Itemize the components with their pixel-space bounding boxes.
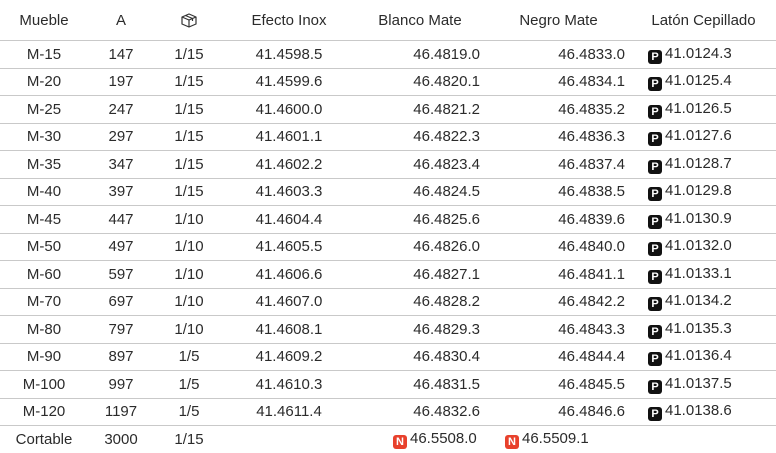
- p-badge: P: [648, 325, 662, 339]
- cell-a: [88, 151, 154, 179]
- cell-efecto-inox-value: 41.4605.5: [255, 238, 323, 256]
- p-badge: P: [648, 132, 662, 146]
- table-row: [0, 371, 776, 399]
- cell-pack-value: 1/10: [174, 265, 204, 283]
- cell-a-value: 247: [108, 100, 134, 118]
- cell-pack-value: 1/15: [174, 45, 204, 63]
- cell-negro-mate-value: 46.4846.6: [558, 403, 625, 421]
- cell-efecto-inox-value: 41.4606.6: [255, 265, 323, 283]
- cell-laton-cepillado-value: 41.0126.5: [665, 99, 732, 117]
- cell-blanco-mate: [354, 316, 486, 344]
- cell-negro-mate: [486, 398, 631, 426]
- cell-pack: [154, 261, 224, 289]
- cell-pack: [154, 398, 224, 426]
- cell-a-value: 347: [108, 155, 134, 173]
- cell-mueble: [0, 233, 88, 261]
- cell-efecto-inox: [224, 398, 354, 426]
- cell-a-value: 397: [108, 183, 134, 201]
- cell-mueble-value: M-90: [26, 348, 62, 366]
- cell-negro-mate: [486, 96, 631, 124]
- cell-laton-cepillado-value: 41.0133.1: [665, 264, 732, 282]
- cell-blanco-mate: [354, 123, 486, 151]
- header-mueble: Mueble: [19, 11, 69, 29]
- cell-efecto-inox: [224, 68, 354, 96]
- cell-pack: [154, 123, 224, 151]
- cell-blanco-mate: [354, 371, 486, 399]
- cell-a: [88, 343, 154, 371]
- cell-blanco-mate-value: 46.4825.6: [413, 210, 480, 228]
- cell-a-value: 1197: [104, 403, 138, 421]
- cell-efecto-inox: [224, 206, 354, 234]
- cell-mueble-value: M-35: [26, 155, 62, 173]
- cell-laton-cepillado-value: 41.0128.7: [665, 154, 732, 172]
- cell-laton-cepillado-value: 41.0137.5: [665, 374, 732, 392]
- cell-pack-value: 1/10: [174, 210, 204, 228]
- cell-blanco-mate-value: 46.4828.2: [413, 293, 480, 311]
- cell-pack: [154, 96, 224, 124]
- cell-efecto-inox-value: 41.4599.6: [255, 73, 323, 91]
- cell-pack: [154, 371, 224, 399]
- cell-pack-value: 1/15: [174, 100, 204, 118]
- cell-negro-mate: [486, 371, 631, 399]
- header-laton-cepillado: Latón Cepillado: [651, 11, 756, 29]
- cell-pack-value: 1/5: [178, 348, 200, 366]
- cell-efecto-inox-value: 41.4598.5: [255, 45, 323, 63]
- cell-mueble: [0, 288, 88, 316]
- cell-mueble-value: M-70: [26, 293, 62, 311]
- cell-mueble-value: M-20: [26, 73, 62, 91]
- cell-mueble: [0, 343, 88, 371]
- cell-mueble: [0, 96, 88, 124]
- cell-negro-mate-value: 46.4843.3: [558, 320, 625, 338]
- cell-negro-mate-value: 46.4845.5: [558, 375, 625, 393]
- cell-laton-cepillado: [631, 426, 776, 453]
- cell-a-value: 697: [108, 293, 134, 311]
- cell-negro-mate-value: 46.4840.0: [558, 238, 625, 256]
- table-body: [0, 41, 776, 453]
- cell-a: [88, 206, 154, 234]
- cell-laton-cepillado: [631, 288, 776, 316]
- cell-pack: [154, 41, 224, 69]
- header-blanco-mate: Blanco Mate: [378, 11, 462, 29]
- cell-efecto-inox: [224, 343, 354, 371]
- p-badge: P: [648, 352, 662, 366]
- cell-efecto-inox: [224, 178, 354, 206]
- cell-negro-mate-value: 46.4841.1: [558, 265, 625, 283]
- cell-a-value: 897: [108, 348, 134, 366]
- cell-blanco-mate-value: 46.4822.3: [413, 128, 480, 146]
- cell-blanco-mate: [354, 206, 486, 234]
- cell-efecto-inox-value: 41.4601.1: [255, 128, 323, 146]
- cell-negro-mate-value: 46.4837.4: [558, 155, 625, 173]
- cell-pack-value: 1/5: [178, 403, 200, 421]
- cell-laton-cepillado-value: 41.0135.3: [665, 319, 732, 337]
- cell-pack-value: 1/15: [174, 430, 204, 448]
- cell-mueble-value: M-80: [26, 320, 62, 338]
- cell-negro-mate: [486, 343, 631, 371]
- cell-mueble: [0, 316, 88, 344]
- cell-negro-mate: [486, 206, 631, 234]
- cell-a-value: 3000: [104, 430, 138, 448]
- cell-blanco-mate: [354, 398, 486, 426]
- cell-efecto-inox-value: 41.4611.4: [256, 403, 322, 421]
- cell-negro-mate-value: 46.5509.1: [522, 429, 589, 447]
- cell-blanco-mate-value: 46.4827.1: [413, 265, 480, 283]
- cell-efecto-inox: [224, 426, 354, 453]
- cell-pack: [154, 68, 224, 96]
- cell-efecto-inox: [224, 123, 354, 151]
- cell-a-value: 447: [108, 210, 134, 228]
- cell-efecto-inox-value: 41.4607.0: [255, 293, 323, 311]
- cell-efecto-inox-value: 41.4604.4: [255, 210, 323, 228]
- cell-pack-value: 1/10: [174, 238, 204, 256]
- p-badge: P: [648, 187, 662, 201]
- cell-pack: [154, 206, 224, 234]
- cell-mueble-value: M-45: [26, 210, 62, 228]
- cell-mueble: [0, 426, 88, 453]
- cell-negro-mate-value: 46.4838.5: [558, 183, 625, 201]
- cell-blanco-mate-value: 46.4824.5: [413, 183, 480, 201]
- table-row: [0, 178, 776, 206]
- cell-negro-mate-value: 46.4835.2: [558, 100, 625, 118]
- cell-mueble: [0, 178, 88, 206]
- cell-mueble-value: Cortable: [15, 430, 73, 448]
- cell-negro-mate: [486, 41, 631, 69]
- cell-laton-cepillado-value: 41.0132.0: [665, 237, 732, 255]
- cell-pack: [154, 316, 224, 344]
- cell-laton-cepillado-value: 41.0138.6: [665, 402, 732, 420]
- cell-laton-cepillado-value: 41.0127.6: [665, 127, 732, 145]
- cell-efecto-inox: [224, 41, 354, 69]
- cell-blanco-mate: [354, 343, 486, 371]
- cell-negro-mate: [486, 426, 631, 453]
- table-row: [0, 151, 776, 179]
- cell-mueble: [0, 206, 88, 234]
- cell-blanco-mate: [354, 151, 486, 179]
- cell-mueble-value: M-60: [26, 265, 62, 283]
- cell-laton-cepillado-value: 41.0129.8: [665, 182, 732, 200]
- cell-laton-cepillado: [631, 123, 776, 151]
- p-badge: P: [648, 77, 662, 91]
- n-badge: N: [393, 435, 407, 449]
- n-badge: N: [505, 435, 519, 449]
- cell-mueble: [0, 68, 88, 96]
- cell-blanco-mate-value: 46.4819.0: [413, 45, 480, 63]
- cell-negro-mate: [486, 261, 631, 289]
- p-badge: P: [648, 242, 662, 256]
- cell-a: [88, 371, 154, 399]
- cell-a-value: 297: [108, 128, 134, 146]
- cell-mueble: [0, 371, 88, 399]
- cell-laton-cepillado: [631, 96, 776, 124]
- cell-negro-mate: [486, 123, 631, 151]
- p-badge: P: [648, 50, 662, 64]
- cell-pack: [154, 343, 224, 371]
- cell-laton-cepillado-value: 41.0134.2: [665, 292, 732, 310]
- header-efecto-inox: Efecto Inox: [251, 11, 327, 29]
- cell-negro-mate: [486, 151, 631, 179]
- cell-a: [88, 178, 154, 206]
- cell-mueble: [0, 41, 88, 69]
- cell-blanco-mate: [354, 96, 486, 124]
- cell-blanco-mate: [354, 68, 486, 96]
- cell-negro-mate: [486, 178, 631, 206]
- cell-blanco-mate: [354, 426, 486, 453]
- cell-a: [88, 68, 154, 96]
- cell-laton-cepillado: [631, 371, 776, 399]
- cell-pack: [154, 151, 224, 179]
- header-negro-mate: Negro Mate: [519, 11, 598, 29]
- cell-laton-cepillado: [631, 316, 776, 344]
- cell-pack: [154, 233, 224, 261]
- cell-efecto-inox-value: 41.4608.1: [255, 320, 323, 338]
- cell-laton-cepillado: [631, 206, 776, 234]
- cell-blanco-mate-value: 46.4820.1: [413, 73, 480, 91]
- cell-blanco-mate-value: 46.5508.0: [410, 429, 477, 447]
- cell-blanco-mate-value: 46.4829.3: [413, 320, 480, 338]
- cell-blanco-mate: [354, 41, 486, 69]
- cell-mueble-value: M-120: [22, 403, 66, 421]
- cell-laton-cepillado: [631, 151, 776, 179]
- cell-efecto-inox: [224, 151, 354, 179]
- cell-laton-cepillado-value: 41.0136.4: [665, 347, 732, 365]
- cell-mueble-value: M-25: [26, 100, 62, 118]
- cell-a: [88, 41, 154, 69]
- cell-blanco-mate: [354, 261, 486, 289]
- p-badge: P: [648, 160, 662, 174]
- cell-negro-mate: [486, 233, 631, 261]
- cell-blanco-mate: [354, 288, 486, 316]
- cell-negro-mate-value: 46.4844.4: [558, 348, 625, 366]
- table-row: [0, 41, 776, 69]
- table-row: [0, 343, 776, 371]
- cell-efecto-inox: [224, 261, 354, 289]
- cell-pack: [154, 426, 224, 453]
- cell-laton-cepillado-value: 41.0125.4: [665, 72, 732, 90]
- cell-blanco-mate-value: 46.4821.2: [413, 100, 480, 118]
- cell-blanco-mate-value: 46.4830.4: [413, 348, 480, 366]
- cell-negro-mate-value: 46.4842.2: [558, 293, 625, 311]
- cell-a: [88, 426, 154, 453]
- cell-blanco-mate: [354, 178, 486, 206]
- cell-laton-cepillado: [631, 233, 776, 261]
- cell-mueble-value: M-50: [26, 238, 62, 256]
- cell-efecto-inox: [224, 233, 354, 261]
- cell-efecto-inox-value: 41.4602.2: [255, 155, 323, 173]
- cell-a: [88, 398, 154, 426]
- cell-a: [88, 233, 154, 261]
- table-header-row: [0, 0, 776, 41]
- cell-efecto-inox: [224, 288, 354, 316]
- cell-pack-value: 1/10: [174, 293, 204, 311]
- table-row: [0, 288, 776, 316]
- cell-efecto-inox-value: 41.4610.3: [255, 375, 323, 393]
- cell-mueble-value: M-30: [26, 128, 62, 146]
- cell-laton-cepillado-value: 41.0124.3: [665, 44, 732, 62]
- cell-a: [88, 288, 154, 316]
- cell-efecto-inox-value: 41.4609.2: [255, 348, 323, 366]
- table-row: [0, 123, 776, 151]
- cell-blanco-mate-value: 46.4831.5: [413, 375, 480, 393]
- cell-negro-mate: [486, 316, 631, 344]
- cell-laton-cepillado: [631, 343, 776, 371]
- cell-a: [88, 261, 154, 289]
- cell-pack-value: 1/15: [174, 183, 204, 201]
- cell-negro-mate: [486, 288, 631, 316]
- cell-negro-mate-value: 46.4834.1: [558, 73, 625, 91]
- cell-laton-cepillado: [631, 398, 776, 426]
- cell-pack-value: 1/15: [174, 155, 204, 173]
- cell-negro-mate: [486, 68, 631, 96]
- cell-negro-mate-value: 46.4839.6: [558, 210, 625, 228]
- cell-negro-mate-value: 46.4833.0: [558, 45, 625, 63]
- cell-laton-cepillado: [631, 178, 776, 206]
- table-row: [0, 316, 776, 344]
- p-badge: P: [648, 380, 662, 394]
- table-row: [0, 233, 776, 261]
- table-row: [0, 96, 776, 124]
- p-badge: P: [648, 215, 662, 229]
- cell-blanco-mate-value: 46.4832.6: [413, 403, 480, 421]
- cell-a-value: 497: [108, 238, 134, 256]
- p-badge: P: [648, 297, 662, 311]
- cell-pack: [154, 288, 224, 316]
- cell-laton-cepillado: [631, 261, 776, 289]
- cell-negro-mate-value: 46.4836.3: [558, 128, 625, 146]
- table-row: [0, 398, 776, 426]
- cell-a-value: 997: [108, 375, 134, 393]
- cell-efecto-inox: [224, 371, 354, 399]
- table-row: [0, 426, 776, 453]
- cell-efecto-inox-value: 41.4600.0: [255, 100, 323, 118]
- cell-a-value: 797: [108, 320, 134, 338]
- cell-pack-value: 1/15: [174, 128, 204, 146]
- cell-efecto-inox: [224, 96, 354, 124]
- cell-a-value: 147: [108, 45, 134, 63]
- cell-efecto-inox-value: 41.4603.3: [255, 183, 323, 201]
- cell-mueble: [0, 261, 88, 289]
- cell-a: [88, 123, 154, 151]
- p-badge: P: [648, 407, 662, 421]
- cell-a-value: 197: [108, 73, 134, 91]
- table-row: [0, 206, 776, 234]
- cell-a-value: 597: [108, 265, 134, 283]
- cell-laton-cepillado: [631, 41, 776, 69]
- table-row: [0, 68, 776, 96]
- cell-mueble: [0, 398, 88, 426]
- cell-mueble-value: M-15: [26, 45, 62, 63]
- table-row: [0, 261, 776, 289]
- p-badge: P: [648, 105, 662, 119]
- cell-laton-cepillado: [631, 68, 776, 96]
- cell-blanco-mate-value: 46.4826.0: [413, 238, 480, 256]
- cell-a: [88, 96, 154, 124]
- cell-mueble-value: M-100: [22, 375, 66, 393]
- cell-mueble: [0, 123, 88, 151]
- cell-pack: [154, 178, 224, 206]
- header-box-icon: [154, 0, 224, 41]
- cell-blanco-mate-value: 46.4823.4: [413, 155, 480, 173]
- cell-blanco-mate: [354, 233, 486, 261]
- cell-pack-value: 1/15: [174, 73, 204, 91]
- cell-laton-cepillado-value: 41.0130.9: [665, 209, 732, 227]
- p-badge: P: [648, 270, 662, 284]
- cell-pack-value: 1/5: [178, 375, 200, 393]
- cell-efecto-inox: [224, 316, 354, 344]
- cell-mueble: [0, 151, 88, 179]
- cell-mueble-value: M-40: [26, 183, 62, 201]
- cell-a: [88, 316, 154, 344]
- header-a: A: [115, 11, 126, 29]
- box-icon: [180, 11, 198, 29]
- cell-pack-value: 1/10: [174, 320, 204, 338]
